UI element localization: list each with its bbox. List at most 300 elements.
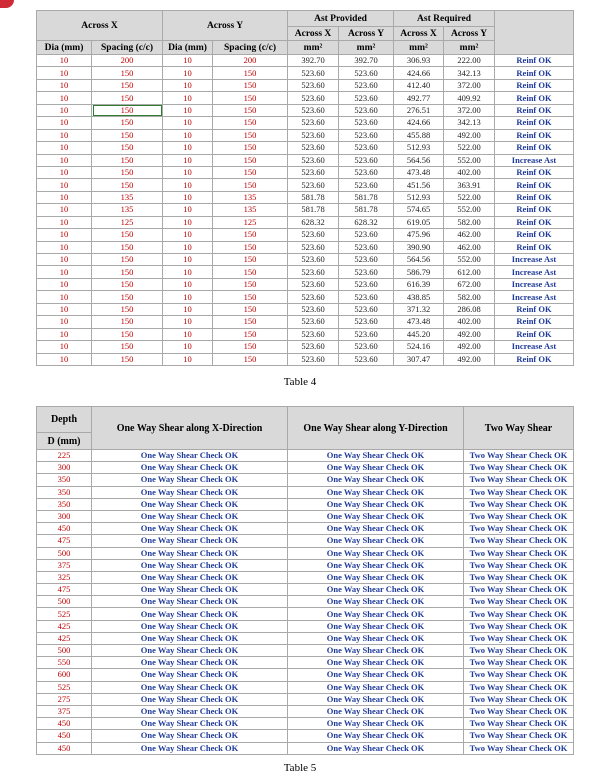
cell-spacing-x[interactable]: 150 xyxy=(92,291,163,303)
cell-spacing-x[interactable]: 150 xyxy=(92,154,163,166)
cell-provided-y[interactable]: 523.60 xyxy=(339,67,394,79)
cell-depth[interactable]: 350 xyxy=(37,474,92,486)
cell-depth[interactable]: 450 xyxy=(37,718,92,730)
cell-dia-y[interactable]: 10 xyxy=(163,316,213,328)
cell-required-x[interactable]: 276.51 xyxy=(394,104,444,116)
cell-status[interactable]: Reinf OK xyxy=(495,166,574,178)
cell-depth[interactable]: 475 xyxy=(37,535,92,547)
cell-spacing-y[interactable]: 150 xyxy=(213,328,288,340)
cell-dia-y[interactable]: 10 xyxy=(163,154,213,166)
cell-dia-x[interactable]: 10 xyxy=(37,216,92,228)
cell-required-y[interactable]: 522.00 xyxy=(444,191,495,203)
cell-one-way-y[interactable]: One Way Shear Check OK xyxy=(288,450,464,462)
cell-dia-y[interactable]: 10 xyxy=(163,55,213,67)
cell-status[interactable]: Increase Ast xyxy=(495,291,574,303)
cell-spacing-x[interactable]: 150 xyxy=(92,179,163,191)
cell-required-y[interactable]: 402.00 xyxy=(444,166,495,178)
cell-spacing-y[interactable]: 135 xyxy=(213,204,288,216)
cell-dia-x[interactable]: 10 xyxy=(37,204,92,216)
cell-spacing-x[interactable]: 150 xyxy=(92,328,163,340)
cell-one-way-y[interactable]: One Way Shear Check OK xyxy=(288,705,464,717)
cell-provided-y[interactable]: 523.60 xyxy=(339,303,394,315)
cell-provided-x[interactable]: 392.70 xyxy=(288,55,339,67)
cell-required-x[interactable]: 619.05 xyxy=(394,216,444,228)
cell-dia-x[interactable]: 10 xyxy=(37,266,92,278)
cell-one-way-y[interactable]: One Way Shear Check OK xyxy=(288,559,464,571)
cell-two-way[interactable]: Two Way Shear Check OK xyxy=(464,718,574,730)
cell-two-way[interactable]: Two Way Shear Check OK xyxy=(464,547,574,559)
cell-two-way[interactable]: Two Way Shear Check OK xyxy=(464,693,574,705)
cell-one-way-y[interactable]: One Way Shear Check OK xyxy=(288,510,464,522)
cell-two-way[interactable]: Two Way Shear Check OK xyxy=(464,632,574,644)
cell-spacing-y[interactable]: 150 xyxy=(213,117,288,129)
cell-one-way-x[interactable]: One Way Shear Check OK xyxy=(92,730,288,742)
cell-dia-x[interactable]: 10 xyxy=(37,229,92,241)
cell-spacing-y[interactable]: 150 xyxy=(213,92,288,104)
cell-dia-y[interactable]: 10 xyxy=(163,353,213,365)
cell-status[interactable]: Reinf OK xyxy=(495,204,574,216)
cell-provided-y[interactable]: 523.60 xyxy=(339,266,394,278)
cell-provided-y[interactable]: 523.60 xyxy=(339,179,394,191)
cell-two-way[interactable]: Two Way Shear Check OK xyxy=(464,681,574,693)
cell-dia-x[interactable]: 10 xyxy=(37,191,92,203)
cell-one-way-y[interactable]: One Way Shear Check OK xyxy=(288,632,464,644)
cell-dia-y[interactable]: 10 xyxy=(163,117,213,129)
cell-dia-y[interactable]: 10 xyxy=(163,166,213,178)
cell-dia-y[interactable]: 10 xyxy=(163,204,213,216)
cell-dia-y[interactable]: 10 xyxy=(163,179,213,191)
cell-required-y[interactable]: 402.00 xyxy=(444,316,495,328)
cell-status[interactable]: Increase Ast xyxy=(495,266,574,278)
cell-one-way-x[interactable]: One Way Shear Check OK xyxy=(92,632,288,644)
cell-depth[interactable]: 550 xyxy=(37,657,92,669)
cell-two-way[interactable]: Two Way Shear Check OK xyxy=(464,535,574,547)
cell-required-y[interactable]: 552.00 xyxy=(444,204,495,216)
cell-dia-x[interactable]: 10 xyxy=(37,241,92,253)
cell-provided-x[interactable]: 523.60 xyxy=(288,67,339,79)
cell-required-x[interactable]: 307.47 xyxy=(394,353,444,365)
cell-spacing-x[interactable]: 150 xyxy=(92,142,163,154)
cell-one-way-x[interactable]: One Way Shear Check OK xyxy=(92,669,288,681)
cell-one-way-x[interactable]: One Way Shear Check OK xyxy=(92,620,288,632)
cell-spacing-y[interactable]: 150 xyxy=(213,104,288,116)
cell-dia-y[interactable]: 10 xyxy=(163,328,213,340)
cell-dia-y[interactable]: 10 xyxy=(163,291,213,303)
cell-dia-y[interactable]: 10 xyxy=(163,191,213,203)
cell-dia-x[interactable]: 10 xyxy=(37,291,92,303)
cell-depth[interactable]: 500 xyxy=(37,547,92,559)
cell-one-way-x[interactable]: One Way Shear Check OK xyxy=(92,596,288,608)
cell-required-x[interactable]: 438.85 xyxy=(394,291,444,303)
cell-required-y[interactable]: 462.00 xyxy=(444,229,495,241)
cell-one-way-y[interactable]: One Way Shear Check OK xyxy=(288,462,464,474)
cell-spacing-x[interactable]: 150 xyxy=(92,254,163,266)
cell-spacing-y[interactable]: 150 xyxy=(213,142,288,154)
cell-provided-x[interactable]: 523.60 xyxy=(288,154,339,166)
cell-provided-y[interactable]: 523.60 xyxy=(339,316,394,328)
cell-provided-y[interactable]: 523.60 xyxy=(339,341,394,353)
cell-one-way-y[interactable]: One Way Shear Check OK xyxy=(288,645,464,657)
cell-provided-x[interactable]: 523.60 xyxy=(288,129,339,141)
cell-one-way-x[interactable]: One Way Shear Check OK xyxy=(92,498,288,510)
cell-status[interactable]: Reinf OK xyxy=(495,67,574,79)
cell-required-y[interactable]: 363.91 xyxy=(444,179,495,191)
cell-spacing-y[interactable]: 150 xyxy=(213,179,288,191)
cell-spacing-y[interactable]: 150 xyxy=(213,166,288,178)
cell-provided-x[interactable]: 523.60 xyxy=(288,328,339,340)
cell-two-way[interactable]: Two Way Shear Check OK xyxy=(464,620,574,632)
cell-two-way[interactable]: Two Way Shear Check OK xyxy=(464,742,574,754)
cell-spacing-x[interactable]: 150 xyxy=(92,353,163,365)
cell-spacing-y[interactable]: 150 xyxy=(213,129,288,141)
cell-required-y[interactable]: 492.00 xyxy=(444,353,495,365)
cell-spacing-x[interactable]: 150 xyxy=(92,129,163,141)
cell-one-way-y[interactable]: One Way Shear Check OK xyxy=(288,693,464,705)
cell-provided-y[interactable]: 581.78 xyxy=(339,204,394,216)
cell-status[interactable]: Increase Ast xyxy=(495,278,574,290)
cell-provided-x[interactable]: 523.60 xyxy=(288,303,339,315)
cell-spacing-x[interactable]: 150 xyxy=(92,278,163,290)
cell-dia-x[interactable]: 10 xyxy=(37,117,92,129)
cell-provided-x[interactable]: 523.60 xyxy=(288,117,339,129)
cell-spacing-x[interactable]: 135 xyxy=(92,204,163,216)
cell-dia-x[interactable]: 10 xyxy=(37,341,92,353)
cell-status[interactable]: Increase Ast xyxy=(495,254,574,266)
cell-one-way-y[interactable]: One Way Shear Check OK xyxy=(288,486,464,498)
cell-spacing-y[interactable]: 135 xyxy=(213,191,288,203)
cell-one-way-x[interactable]: One Way Shear Check OK xyxy=(92,681,288,693)
cell-dia-x[interactable]: 10 xyxy=(37,67,92,79)
cell-two-way[interactable]: Two Way Shear Check OK xyxy=(464,498,574,510)
cell-one-way-x[interactable]: One Way Shear Check OK xyxy=(92,535,288,547)
cell-one-way-x[interactable]: One Way Shear Check OK xyxy=(92,584,288,596)
cell-spacing-y[interactable]: 150 xyxy=(213,303,288,315)
cell-one-way-y[interactable]: One Way Shear Check OK xyxy=(288,535,464,547)
cell-one-way-x[interactable]: One Way Shear Check OK xyxy=(92,510,288,522)
cell-dia-x[interactable]: 10 xyxy=(37,303,92,315)
cell-one-way-x[interactable]: One Way Shear Check OK xyxy=(92,462,288,474)
cell-dia-y[interactable]: 10 xyxy=(163,241,213,253)
cell-required-y[interactable]: 372.00 xyxy=(444,104,495,116)
cell-dia-y[interactable]: 10 xyxy=(163,229,213,241)
cell-spacing-x[interactable]: 150 xyxy=(92,241,163,253)
cell-status[interactable]: Increase Ast xyxy=(495,341,574,353)
cell-required-x[interactable]: 564.56 xyxy=(394,254,444,266)
cell-two-way[interactable]: Two Way Shear Check OK xyxy=(464,596,574,608)
cell-provided-y[interactable]: 523.60 xyxy=(339,254,394,266)
cell-dia-x[interactable]: 10 xyxy=(37,154,92,166)
cell-spacing-y[interactable]: 150 xyxy=(213,291,288,303)
cell-depth[interactable]: 425 xyxy=(37,632,92,644)
cell-one-way-y[interactable]: One Way Shear Check OK xyxy=(288,742,464,754)
cell-provided-y[interactable]: 523.60 xyxy=(339,142,394,154)
cell-provided-x[interactable]: 523.60 xyxy=(288,254,339,266)
cell-provided-x[interactable]: 523.60 xyxy=(288,92,339,104)
cell-provided-y[interactable]: 523.60 xyxy=(339,328,394,340)
cell-one-way-x[interactable]: One Way Shear Check OK xyxy=(92,450,288,462)
cell-one-way-y[interactable]: One Way Shear Check OK xyxy=(288,547,464,559)
cell-required-x[interactable]: 564.56 xyxy=(394,154,444,166)
cell-spacing-y[interactable]: 150 xyxy=(213,316,288,328)
cell-two-way[interactable]: Two Way Shear Check OK xyxy=(464,584,574,596)
cell-status[interactable]: Reinf OK xyxy=(495,142,574,154)
cell-required-y[interactable]: 492.00 xyxy=(444,328,495,340)
cell-provided-x[interactable]: 581.78 xyxy=(288,191,339,203)
cell-provided-y[interactable]: 523.60 xyxy=(339,117,394,129)
cell-status[interactable]: Reinf OK xyxy=(495,79,574,91)
cell-required-y[interactable]: 612.00 xyxy=(444,266,495,278)
cell-required-y[interactable]: 552.00 xyxy=(444,154,495,166)
cell-spacing-x[interactable]: 150 xyxy=(92,104,163,116)
cell-two-way[interactable]: Two Way Shear Check OK xyxy=(464,571,574,583)
cell-status[interactable]: Reinf OK xyxy=(495,353,574,365)
cell-provided-x[interactable]: 523.60 xyxy=(288,341,339,353)
cell-one-way-y[interactable]: One Way Shear Check OK xyxy=(288,584,464,596)
cell-required-y[interactable]: 552.00 xyxy=(444,254,495,266)
cell-provided-x[interactable]: 523.60 xyxy=(288,79,339,91)
cell-spacing-x[interactable]: 150 xyxy=(92,92,163,104)
cell-status[interactable]: Reinf OK xyxy=(495,104,574,116)
cell-two-way[interactable]: Two Way Shear Check OK xyxy=(464,669,574,681)
cell-dia-y[interactable]: 10 xyxy=(163,216,213,228)
cell-depth[interactable]: 450 xyxy=(37,730,92,742)
cell-dia-x[interactable]: 10 xyxy=(37,166,92,178)
cell-spacing-y[interactable]: 150 xyxy=(213,254,288,266)
cell-depth[interactable]: 525 xyxy=(37,608,92,620)
cell-two-way[interactable]: Two Way Shear Check OK xyxy=(464,705,574,717)
cell-one-way-x[interactable]: One Way Shear Check OK xyxy=(92,608,288,620)
cell-one-way-x[interactable]: One Way Shear Check OK xyxy=(92,559,288,571)
cell-provided-x[interactable]: 523.60 xyxy=(288,142,339,154)
cell-provided-y[interactable]: 523.60 xyxy=(339,353,394,365)
cell-dia-x[interactable]: 10 xyxy=(37,129,92,141)
cell-depth[interactable]: 600 xyxy=(37,669,92,681)
cell-required-x[interactable]: 390.90 xyxy=(394,241,444,253)
cell-spacing-y[interactable]: 150 xyxy=(213,241,288,253)
cell-dia-x[interactable]: 10 xyxy=(37,55,92,67)
cell-provided-x[interactable]: 523.60 xyxy=(288,229,339,241)
cell-two-way[interactable]: Two Way Shear Check OK xyxy=(464,462,574,474)
cell-one-way-y[interactable]: One Way Shear Check OK xyxy=(288,620,464,632)
cell-depth[interactable]: 375 xyxy=(37,559,92,571)
cell-dia-y[interactable]: 10 xyxy=(163,104,213,116)
cell-provided-x[interactable]: 523.60 xyxy=(288,291,339,303)
cell-spacing-x[interactable]: 150 xyxy=(92,79,163,91)
cell-depth[interactable]: 350 xyxy=(37,486,92,498)
cell-required-x[interactable]: 512.93 xyxy=(394,142,444,154)
cell-spacing-y[interactable]: 150 xyxy=(213,79,288,91)
cell-provided-x[interactable]: 523.60 xyxy=(288,353,339,365)
cell-required-y[interactable]: 409.92 xyxy=(444,92,495,104)
cell-one-way-x[interactable]: One Way Shear Check OK xyxy=(92,474,288,486)
cell-required-y[interactable]: 492.00 xyxy=(444,341,495,353)
cell-provided-x[interactable]: 628.32 xyxy=(288,216,339,228)
cell-depth[interactable]: 325 xyxy=(37,571,92,583)
cell-dia-x[interactable]: 10 xyxy=(37,92,92,104)
cell-dia-y[interactable]: 10 xyxy=(163,67,213,79)
cell-status[interactable]: Reinf OK xyxy=(495,129,574,141)
cell-spacing-y[interactable]: 150 xyxy=(213,353,288,365)
cell-required-x[interactable]: 616.39 xyxy=(394,278,444,290)
cell-depth[interactable]: 450 xyxy=(37,523,92,535)
cell-depth[interactable]: 375 xyxy=(37,705,92,717)
cell-provided-y[interactable]: 523.60 xyxy=(339,166,394,178)
cell-dia-y[interactable]: 10 xyxy=(163,92,213,104)
cell-status[interactable]: Increase Ast xyxy=(495,154,574,166)
cell-provided-y[interactable]: 523.60 xyxy=(339,79,394,91)
cell-spacing-x[interactable]: 150 xyxy=(92,316,163,328)
cell-dia-y[interactable]: 10 xyxy=(163,79,213,91)
cell-required-x[interactable]: 586.79 xyxy=(394,266,444,278)
cell-dia-x[interactable]: 10 xyxy=(37,278,92,290)
cell-depth[interactable]: 425 xyxy=(37,620,92,632)
cell-depth[interactable]: 300 xyxy=(37,510,92,522)
cell-required-y[interactable]: 342.13 xyxy=(444,117,495,129)
cell-two-way[interactable]: Two Way Shear Check OK xyxy=(464,657,574,669)
cell-dia-x[interactable]: 10 xyxy=(37,328,92,340)
cell-one-way-x[interactable]: One Way Shear Check OK xyxy=(92,693,288,705)
cell-status[interactable]: Reinf OK xyxy=(495,316,574,328)
cell-dia-y[interactable]: 10 xyxy=(163,303,213,315)
cell-one-way-x[interactable]: One Way Shear Check OK xyxy=(92,571,288,583)
cell-depth[interactable]: 225 xyxy=(37,450,92,462)
cell-required-x[interactable]: 475.96 xyxy=(394,229,444,241)
cell-spacing-x[interactable]: 150 xyxy=(92,229,163,241)
cell-two-way[interactable]: Two Way Shear Check OK xyxy=(464,608,574,620)
cell-provided-y[interactable]: 523.60 xyxy=(339,241,394,253)
cell-required-x[interactable]: 412.40 xyxy=(394,79,444,91)
cell-status[interactable]: Reinf OK xyxy=(495,191,574,203)
cell-required-x[interactable]: 424.66 xyxy=(394,67,444,79)
cell-dia-x[interactable]: 10 xyxy=(37,79,92,91)
cell-two-way[interactable]: Two Way Shear Check OK xyxy=(464,523,574,535)
cell-status[interactable]: Reinf OK xyxy=(495,55,574,67)
cell-provided-y[interactable]: 581.78 xyxy=(339,191,394,203)
cell-spacing-x[interactable]: 150 xyxy=(92,166,163,178)
cell-two-way[interactable]: Two Way Shear Check OK xyxy=(464,645,574,657)
cell-provided-x[interactable]: 523.60 xyxy=(288,278,339,290)
cell-required-x[interactable]: 451.56 xyxy=(394,179,444,191)
cell-one-way-y[interactable]: One Way Shear Check OK xyxy=(288,718,464,730)
cell-spacing-x[interactable]: 150 xyxy=(92,117,163,129)
cell-provided-x[interactable]: 523.60 xyxy=(288,266,339,278)
cell-provided-y[interactable]: 628.32 xyxy=(339,216,394,228)
cell-provided-y[interactable]: 523.60 xyxy=(339,129,394,141)
cell-required-x[interactable]: 524.16 xyxy=(394,341,444,353)
cell-status[interactable]: Reinf OK xyxy=(495,117,574,129)
cell-required-y[interactable]: 582.00 xyxy=(444,291,495,303)
cell-status[interactable]: Reinf OK xyxy=(495,241,574,253)
cell-required-x[interactable]: 574.65 xyxy=(394,204,444,216)
cell-dia-x[interactable]: 10 xyxy=(37,179,92,191)
cell-required-x[interactable]: 473.48 xyxy=(394,316,444,328)
cell-one-way-x[interactable]: One Way Shear Check OK xyxy=(92,547,288,559)
cell-one-way-x[interactable]: One Way Shear Check OK xyxy=(92,742,288,754)
cell-dia-y[interactable]: 10 xyxy=(163,142,213,154)
cell-required-y[interactable]: 672.00 xyxy=(444,278,495,290)
cell-required-x[interactable]: 445.20 xyxy=(394,328,444,340)
cell-provided-y[interactable]: 523.60 xyxy=(339,278,394,290)
cell-one-way-x[interactable]: One Way Shear Check OK xyxy=(92,486,288,498)
cell-one-way-y[interactable]: One Way Shear Check OK xyxy=(288,523,464,535)
cell-provided-y[interactable]: 523.60 xyxy=(339,92,394,104)
cell-required-y[interactable]: 522.00 xyxy=(444,142,495,154)
cell-one-way-x[interactable]: One Way Shear Check OK xyxy=(92,523,288,535)
cell-provided-x[interactable]: 523.60 xyxy=(288,166,339,178)
cell-depth[interactable]: 500 xyxy=(37,645,92,657)
cell-spacing-y[interactable]: 150 xyxy=(213,278,288,290)
cell-spacing-x[interactable]: 200 xyxy=(92,55,163,67)
cell-required-x[interactable]: 306.93 xyxy=(394,55,444,67)
cell-provided-x[interactable]: 523.60 xyxy=(288,241,339,253)
cell-spacing-y[interactable]: 150 xyxy=(213,341,288,353)
cell-dia-y[interactable]: 10 xyxy=(163,266,213,278)
cell-one-way-x[interactable]: One Way Shear Check OK xyxy=(92,718,288,730)
cell-status[interactable]: Reinf OK xyxy=(495,216,574,228)
cell-depth[interactable]: 450 xyxy=(37,742,92,754)
cell-provided-y[interactable]: 523.60 xyxy=(339,291,394,303)
cell-required-y[interactable]: 492.00 xyxy=(444,129,495,141)
cell-spacing-x[interactable]: 135 xyxy=(92,191,163,203)
cell-two-way[interactable]: Two Way Shear Check OK xyxy=(464,450,574,462)
cell-required-y[interactable]: 462.00 xyxy=(444,241,495,253)
cell-one-way-x[interactable]: One Way Shear Check OK xyxy=(92,645,288,657)
cell-provided-y[interactable]: 523.60 xyxy=(339,104,394,116)
cell-spacing-y[interactable]: 150 xyxy=(213,229,288,241)
cell-dia-y[interactable]: 10 xyxy=(163,341,213,353)
cell-spacing-x[interactable]: 150 xyxy=(92,303,163,315)
cell-required-y[interactable]: 286.08 xyxy=(444,303,495,315)
cell-depth[interactable]: 275 xyxy=(37,693,92,705)
cell-required-y[interactable]: 372.00 xyxy=(444,79,495,91)
cell-one-way-x[interactable]: One Way Shear Check OK xyxy=(92,657,288,669)
cell-depth[interactable]: 300 xyxy=(37,462,92,474)
cell-depth[interactable]: 350 xyxy=(37,498,92,510)
cell-one-way-y[interactable]: One Way Shear Check OK xyxy=(288,571,464,583)
cell-one-way-y[interactable]: One Way Shear Check OK xyxy=(288,657,464,669)
cell-spacing-y[interactable]: 150 xyxy=(213,266,288,278)
cell-dia-x[interactable]: 10 xyxy=(37,316,92,328)
cell-provided-y[interactable]: 392.70 xyxy=(339,55,394,67)
cell-dia-x[interactable]: 10 xyxy=(37,104,92,116)
cell-one-way-y[interactable]: One Way Shear Check OK xyxy=(288,498,464,510)
cell-provided-x[interactable]: 581.78 xyxy=(288,204,339,216)
cell-required-x[interactable]: 455.88 xyxy=(394,129,444,141)
cell-dia-y[interactable]: 10 xyxy=(163,278,213,290)
cell-required-y[interactable]: 222.00 xyxy=(444,55,495,67)
cell-provided-x[interactable]: 523.60 xyxy=(288,316,339,328)
cell-spacing-x[interactable]: 150 xyxy=(92,341,163,353)
cell-required-y[interactable]: 582.00 xyxy=(444,216,495,228)
cell-provided-x[interactable]: 523.60 xyxy=(288,104,339,116)
cell-dia-x[interactable]: 10 xyxy=(37,353,92,365)
cell-spacing-x[interactable]: 125 xyxy=(92,216,163,228)
cell-status[interactable]: Reinf OK xyxy=(495,92,574,104)
cell-dia-x[interactable]: 10 xyxy=(37,254,92,266)
cell-required-x[interactable]: 492.77 xyxy=(394,92,444,104)
cell-spacing-x[interactable]: 150 xyxy=(92,67,163,79)
cell-two-way[interactable]: Two Way Shear Check OK xyxy=(464,730,574,742)
cell-one-way-y[interactable]: One Way Shear Check OK xyxy=(288,474,464,486)
cell-dia-y[interactable]: 10 xyxy=(163,129,213,141)
cell-required-x[interactable]: 512.93 xyxy=(394,191,444,203)
cell-two-way[interactable]: Two Way Shear Check OK xyxy=(464,559,574,571)
cell-dia-y[interactable]: 10 xyxy=(163,254,213,266)
cell-spacing-x[interactable]: 150 xyxy=(92,266,163,278)
cell-two-way[interactable]: Two Way Shear Check OK xyxy=(464,474,574,486)
cell-status[interactable]: Reinf OK xyxy=(495,229,574,241)
cell-depth[interactable]: 525 xyxy=(37,681,92,693)
